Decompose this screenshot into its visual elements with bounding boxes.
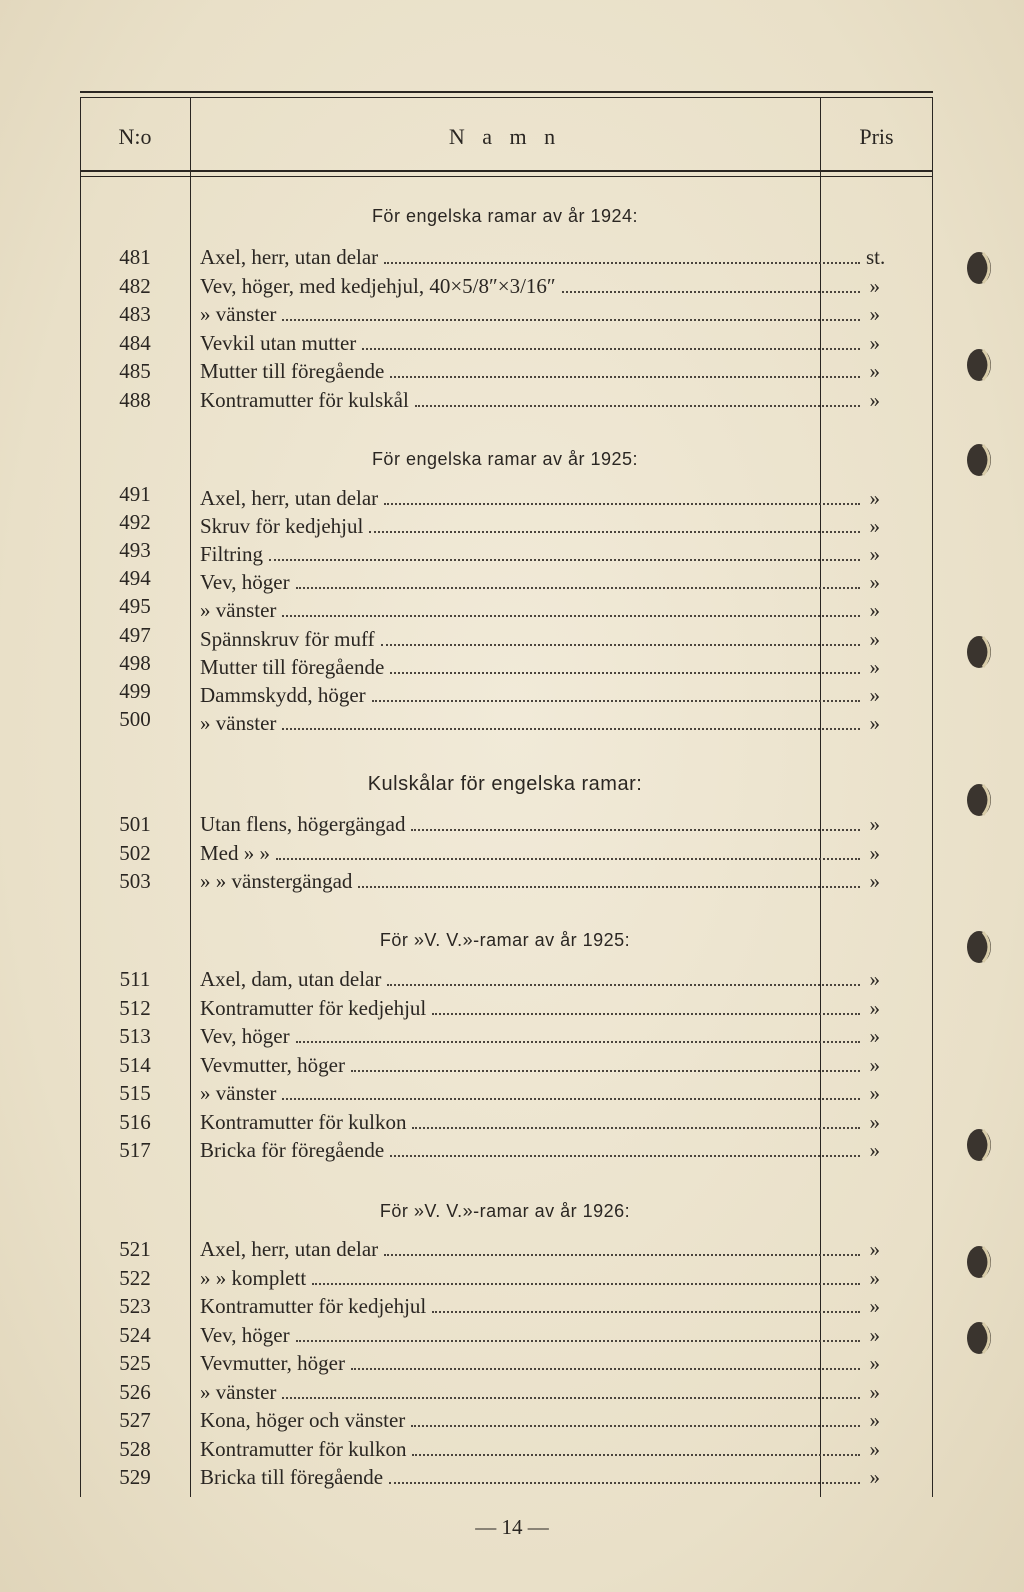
item-unit: » xyxy=(869,1237,880,1261)
item-number: 488 xyxy=(119,388,151,412)
table-row xyxy=(80,1237,880,1265)
section-title: Kulskålar för engelska ramar: xyxy=(367,773,643,795)
item-number: 523 xyxy=(119,1294,151,1318)
item-number: 499 xyxy=(119,679,151,703)
item-unit: » xyxy=(869,1351,880,1375)
dot-leader xyxy=(296,1024,860,1043)
item-name: Bricka för föregående xyxy=(200,1138,385,1162)
table-row xyxy=(80,1437,880,1465)
table-row xyxy=(80,1465,880,1493)
table-row xyxy=(80,996,880,1024)
item-unit: » xyxy=(869,514,880,538)
item-number: 525 xyxy=(119,1351,151,1375)
table-row xyxy=(80,1081,880,1109)
dot-leader xyxy=(358,869,860,888)
item-number: 502 xyxy=(119,841,151,865)
item-number: 483 xyxy=(119,302,151,326)
punch-hole-icon xyxy=(963,1318,997,1358)
item-unit: » xyxy=(869,359,880,383)
item-name: Vevmutter, höger xyxy=(200,1053,345,1077)
item-number: 516 xyxy=(119,1110,151,1134)
item-number: 522 xyxy=(119,1266,151,1290)
item-name: Vev, höger xyxy=(200,1323,290,1347)
column-line-right xyxy=(932,97,933,1497)
item-unit: » xyxy=(869,598,880,622)
item-number: 503 xyxy=(119,869,151,893)
item-name: Axel, herr, utan delar xyxy=(200,486,379,510)
item-unit: » xyxy=(869,1110,880,1134)
item-number: 482 xyxy=(119,274,151,298)
punch-hole-icon xyxy=(963,1125,997,1165)
item-number: 512 xyxy=(119,996,151,1020)
item-name: » vänster xyxy=(200,1380,277,1404)
top-rule-thin xyxy=(80,97,933,98)
dot-leader xyxy=(384,245,860,264)
table-row xyxy=(80,388,880,416)
dot-leader xyxy=(282,1380,860,1399)
item-unit: » xyxy=(869,1294,880,1318)
item-name: Kontramutter för kedjehjul xyxy=(200,996,427,1020)
table-row xyxy=(80,245,886,273)
item-unit: » xyxy=(869,711,880,735)
table-row xyxy=(80,707,880,735)
dot-leader xyxy=(412,1110,860,1129)
item-unit: » xyxy=(869,1408,880,1432)
item-name: Dammskydd, höger xyxy=(200,683,366,707)
header-number: N:o xyxy=(118,124,152,149)
item-unit: » xyxy=(869,1465,880,1489)
item-name: Mutter till föregående xyxy=(200,359,385,383)
table-row xyxy=(80,1351,880,1379)
item-number: 526 xyxy=(119,1380,151,1404)
dot-leader xyxy=(369,514,860,533)
dot-leader xyxy=(282,711,860,730)
dot-leader xyxy=(282,1081,860,1100)
item-unit: » xyxy=(869,1266,880,1290)
item-name: Kontramutter för kulkon xyxy=(200,1110,407,1134)
table-row xyxy=(80,331,880,359)
table-row xyxy=(80,566,880,594)
item-number: 524 xyxy=(119,1323,151,1347)
table-row xyxy=(80,302,880,330)
dot-leader xyxy=(390,1138,860,1157)
table-row xyxy=(80,1408,880,1436)
table-row xyxy=(80,841,880,869)
item-name: Kontramutter för kulkon xyxy=(200,1437,407,1461)
item-unit: » xyxy=(869,570,880,594)
item-name: Vev, höger xyxy=(200,1024,290,1048)
item-name: » vänster xyxy=(200,598,277,622)
table-row xyxy=(80,869,880,897)
dot-leader xyxy=(411,812,860,831)
table-row xyxy=(80,623,880,651)
dot-leader xyxy=(384,1237,860,1256)
table-row xyxy=(80,1380,880,1408)
item-name: Axel, herr, utan delar xyxy=(200,245,379,269)
table-row xyxy=(80,482,880,510)
item-unit: » xyxy=(869,627,880,651)
item-name: Kona, höger och vänster xyxy=(200,1408,406,1432)
table-row xyxy=(80,1294,880,1322)
item-number: 485 xyxy=(119,359,151,383)
item-number: 492 xyxy=(119,510,151,534)
item-name: Utan flens, högergängad xyxy=(200,812,406,836)
top-rule xyxy=(80,91,933,93)
item-name: » » vänstergängad xyxy=(200,869,353,893)
item-name: Vevkil utan mutter xyxy=(200,331,357,355)
item-unit: » xyxy=(869,388,880,412)
item-number: 491 xyxy=(119,482,151,506)
item-unit: » xyxy=(869,1138,880,1162)
table-row xyxy=(80,812,880,840)
item-name: » vänster xyxy=(200,711,277,735)
section-title: För »V. V.»-ramar av år 1925: xyxy=(379,930,631,950)
dot-leader xyxy=(282,302,860,321)
table-row xyxy=(80,510,880,538)
item-name: Bricka till föregående xyxy=(200,1465,384,1489)
item-unit: » xyxy=(869,812,880,836)
table-row xyxy=(80,274,880,302)
item-unit: » xyxy=(869,869,880,893)
punch-hole-icon xyxy=(963,248,997,288)
dot-leader xyxy=(387,967,860,986)
dot-leader xyxy=(562,274,860,293)
dot-leader xyxy=(351,1053,860,1072)
item-number: 497 xyxy=(119,623,151,647)
table-row xyxy=(80,651,880,679)
item-number: 498 xyxy=(119,651,151,675)
punch-hole-icon xyxy=(963,440,997,480)
item-unit: » xyxy=(869,655,880,679)
dot-leader xyxy=(372,683,860,702)
item-number: 494 xyxy=(119,566,151,590)
item-number: 484 xyxy=(119,331,151,355)
item-number: 514 xyxy=(119,1053,151,1077)
item-unit: » xyxy=(869,1437,880,1461)
item-number: 529 xyxy=(119,1465,151,1489)
header-rule xyxy=(80,170,933,172)
item-unit: » xyxy=(869,996,880,1020)
item-number: 517 xyxy=(119,1138,151,1162)
table-row xyxy=(80,1024,880,1052)
section-title: För engelska ramar av år 1925: xyxy=(371,449,639,469)
item-unit: » xyxy=(869,841,880,865)
table-row xyxy=(80,679,880,707)
item-name: Axel, herr, utan delar xyxy=(200,1237,379,1261)
dot-leader xyxy=(432,996,860,1015)
item-unit: » xyxy=(869,1323,880,1347)
page-number: — 14 — xyxy=(475,1515,549,1539)
dot-leader xyxy=(432,1294,860,1313)
dot-leader xyxy=(296,570,860,589)
item-number: 495 xyxy=(119,594,151,618)
item-unit: » xyxy=(869,1081,880,1105)
table-row xyxy=(80,1138,880,1166)
header-price: Pris xyxy=(859,124,894,149)
dot-leader xyxy=(282,598,860,617)
item-name: Kontramutter för kulskål xyxy=(200,388,409,412)
punch-hole-icon xyxy=(963,1242,997,1282)
item-unit: » xyxy=(869,1024,880,1048)
item-name: » » komplett xyxy=(200,1266,307,1290)
dot-leader xyxy=(362,331,860,350)
item-name: Filtring xyxy=(200,542,264,566)
dot-leader xyxy=(296,1323,860,1342)
dot-leader xyxy=(312,1266,860,1285)
item-name: » vänster xyxy=(200,1081,277,1105)
table-row xyxy=(80,1110,880,1138)
item-number: 521 xyxy=(119,1237,151,1261)
dot-leader xyxy=(412,1437,860,1456)
table-row xyxy=(80,1266,880,1294)
item-number: 500 xyxy=(119,707,151,731)
section-title: För »V. V.»-ramar av år 1926: xyxy=(379,1201,631,1221)
punch-hole-icon xyxy=(963,632,997,672)
item-name: Vev, höger xyxy=(200,570,290,594)
table-row xyxy=(80,359,880,387)
item-number: 481 xyxy=(119,245,151,269)
item-number: 513 xyxy=(119,1024,151,1048)
item-number: 515 xyxy=(119,1081,151,1105)
item-name: Med » » xyxy=(200,841,270,865)
punch-hole-icon xyxy=(963,780,997,820)
dot-leader xyxy=(389,1465,860,1484)
dot-leader xyxy=(390,655,860,674)
dot-leader xyxy=(351,1351,860,1370)
header-rule-thin xyxy=(80,176,933,177)
item-number: 528 xyxy=(119,1437,151,1461)
item-name: » vänster xyxy=(200,302,277,326)
item-number: 501 xyxy=(119,812,151,836)
item-unit: » xyxy=(869,683,880,707)
item-unit: » xyxy=(869,1053,880,1077)
dot-leader xyxy=(269,542,860,561)
dot-leader xyxy=(276,841,860,860)
dot-leader xyxy=(381,627,860,646)
table-row xyxy=(80,538,880,566)
punch-hole-icon xyxy=(963,345,997,385)
item-name: Skruv för kedjehjul xyxy=(200,514,364,538)
item-unit: » xyxy=(869,331,880,355)
dot-leader xyxy=(415,388,860,407)
dot-leader xyxy=(411,1408,860,1427)
item-number: 493 xyxy=(119,538,151,562)
item-number: 527 xyxy=(119,1408,151,1432)
item-name: Kontramutter för kedjehjul xyxy=(200,1294,427,1318)
item-unit: st. xyxy=(866,245,886,269)
item-name: Axel, dam, utan delar xyxy=(200,967,382,991)
item-unit: » xyxy=(869,1380,880,1404)
item-name: Vevmutter, höger xyxy=(200,1351,345,1375)
punch-hole-icon xyxy=(963,927,997,967)
section-title: För engelska ramar av år 1924: xyxy=(371,206,639,226)
table-row xyxy=(80,594,880,622)
item-unit: » xyxy=(869,542,880,566)
table-row xyxy=(80,967,880,995)
table-row xyxy=(80,1053,880,1081)
table-row xyxy=(80,1323,880,1351)
dot-leader xyxy=(390,359,860,378)
item-name: Spännskruv för muff xyxy=(200,627,375,651)
item-unit: » xyxy=(869,486,880,510)
item-name: Vev, höger, med kedjehjul, 40×5/8″×3/16″ xyxy=(200,274,556,298)
header-name: N a m n xyxy=(448,124,562,149)
item-unit: » xyxy=(869,274,880,298)
dot-leader xyxy=(384,486,860,505)
item-unit: » xyxy=(869,302,880,326)
item-unit: » xyxy=(869,967,880,991)
item-name: Mutter till föregående xyxy=(200,655,385,679)
item-number: 511 xyxy=(119,967,151,991)
